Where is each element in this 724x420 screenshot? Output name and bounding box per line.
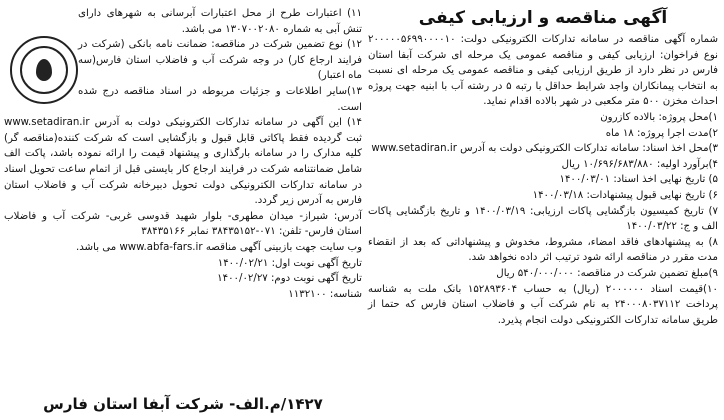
item-5: ۵) تاریخ نهایی اخذ اسناد: ۱۴۰۰/۰۳/۰۱ bbox=[559, 174, 718, 186]
item-12: ۱۲) نوع تضمین شرکت در مناقصه: ضمانت نامه بانکی (شرکت در فرایند ارجاع کار) در وجه شرکت آب و فاضلاب استان فارس(سه ماه اعتبار) bbox=[78, 39, 362, 82]
item-10: ۱۰)قیمت اسناد ۲۰۰۰۰۰۰ (ریال) به حساب ۱۵۲۸۹۳۶۰۴ بانک ملت به شناسه پرداخت ۲۴۰۰۰۸۰۳۷۱۱۲ به نام شرکت آب و فاضلاب استان فارس که حتما از طریق سامانه تدارکات الکترونیکی دولت انجام پذیرد. bbox=[368, 283, 719, 326]
item-4: ۴)برآورد اولیه: ۱۰/۶۹۶/۶۸۳/۸۸۰ ریال bbox=[561, 158, 718, 170]
right-column bbox=[368, 6, 718, 416]
left-column bbox=[4, 6, 362, 416]
item-9: ۹)مبلغ تضمین شرکت در مناقصه: ۵۴۰/۰۰۰/۰۰۰ ریال bbox=[496, 267, 718, 279]
item-14: ۱۴) این آگهی در سامانه تدارکات الکترونیکی دولت به آدرس www.setadiran.ir ثبت گردیده فقط پاکاتی قابل قبول و بازگشایی است که شرکت کننده(مناقصه گر) کلیه مدارک را در سامانه بارگذاری و پیشنهاد قیمت را ارائه نموده باشد، پاکت الف شامل ضمانتنامه شرکت در فرایند ارجاع کار بایستی قبل از اتمام ساعت تحویل اسناد در سامانه تدارکات الکترونیکی دولت تحویل دبیرخانه شرکت آب و فاضلاب استان فارس به آدرس زیر گردد. bbox=[4, 117, 362, 207]
website-line: وب سایت جهت بازبینی آگهی مناقصه www.abfa-fars.ir می باشد. bbox=[75, 241, 362, 253]
item-1: ۱)محل پروژه: بالاده کازرون bbox=[600, 111, 718, 123]
item-7: ۷) تاریخ کمیسیون بازگشایی پاکات ارزیابی: ۱۴۰۰/۰۳/۱۹ و تاریخ بازگشایی پاکات الف و ج: ۱۴۰۰/۰۳/۲۲ bbox=[368, 205, 718, 233]
item-6: ۶) تاریخ نهایی قبول پیشنهادات: ۱۴۰۰/۰۳/۱۸ bbox=[532, 189, 718, 201]
item-2: ۲)مدت اجرا پروژه: ۱۸ ماه bbox=[605, 127, 718, 139]
item-8: ۸) به پیشنهادهای فاقد امضاء، مشروط، مخدوش و پیشنهاداتی که بعد از انقضاء مدت مقرر در مناقصه ارائه شود ترتیب اثر داده نخواهد شد. bbox=[368, 236, 718, 264]
notice-intro: شماره آگهی مناقصه در سامانه تدارکات الکترونیکی دولت: ۲۰۰۰۰۰۵۶۹۹۰۰۰۰۱۰ نوع فراخوان: ارزیابی کیفی و مناقصه عمومی یک مرحله ای شرکت آبفا استان فارس در نظر دارد از طریق ارزیابی کیفی و مناقصه عمومی یک مرحله ای نسبت به انتخاب پیمانکاران واجد شرایط حداقل با رتبه ۵ در رشته آب با ابنیه جهت پروژه احداث مخزن ۵۰۰ متر مکعبی در شهر بالاده اقدام نماید. bbox=[368, 34, 719, 108]
second-publish-date: تاریخ آگهی نوبت دوم: ۱۴۰۰/۰۲/۲۷ bbox=[217, 273, 362, 285]
signature: ۱۴۲۷/م.الف- شرکت آبفا استان فارس bbox=[43, 395, 323, 413]
notice-title: آگهی مناقصه و ارزیابی کیفی bbox=[418, 8, 668, 28]
item-11: ۱۱) اعتبارات طرح از محل اعتبارات آبرسانی به شهرهای دارای تنش آبی به شماره ۱۳۰۷۰۰۲۰۸۰ می باشد. bbox=[78, 8, 362, 35]
item-13: ۱۳)سایر اطلاعات و جزئیات مربوطه در اسناد مناقصه درج شده است. bbox=[78, 85, 362, 113]
address: آدرس: شیراز- میدان مطهری- بلوار شهید قدوسی غربی- شرکت آب و فاضلاب استان فارس- تلفن: ۰۷۱-۳۸۴۳۵۱۵۲ نمابر ۳۸۴۳۵۱۶۶ bbox=[4, 210, 362, 238]
item-3: ۳)محل اخذ اسناد: سامانه تدارکات الکترونیکی دولت به آدرس www.setadiran.ir bbox=[371, 143, 718, 155]
notice-id: شناسه: ۱۱۳۲۱۰۰ bbox=[288, 288, 362, 300]
left-body bbox=[4, 6, 362, 302]
first-publish-date: تاریخ آگهی نوبت اول: ۱۴۰۰/۰۲/۲۱ bbox=[217, 257, 362, 269]
